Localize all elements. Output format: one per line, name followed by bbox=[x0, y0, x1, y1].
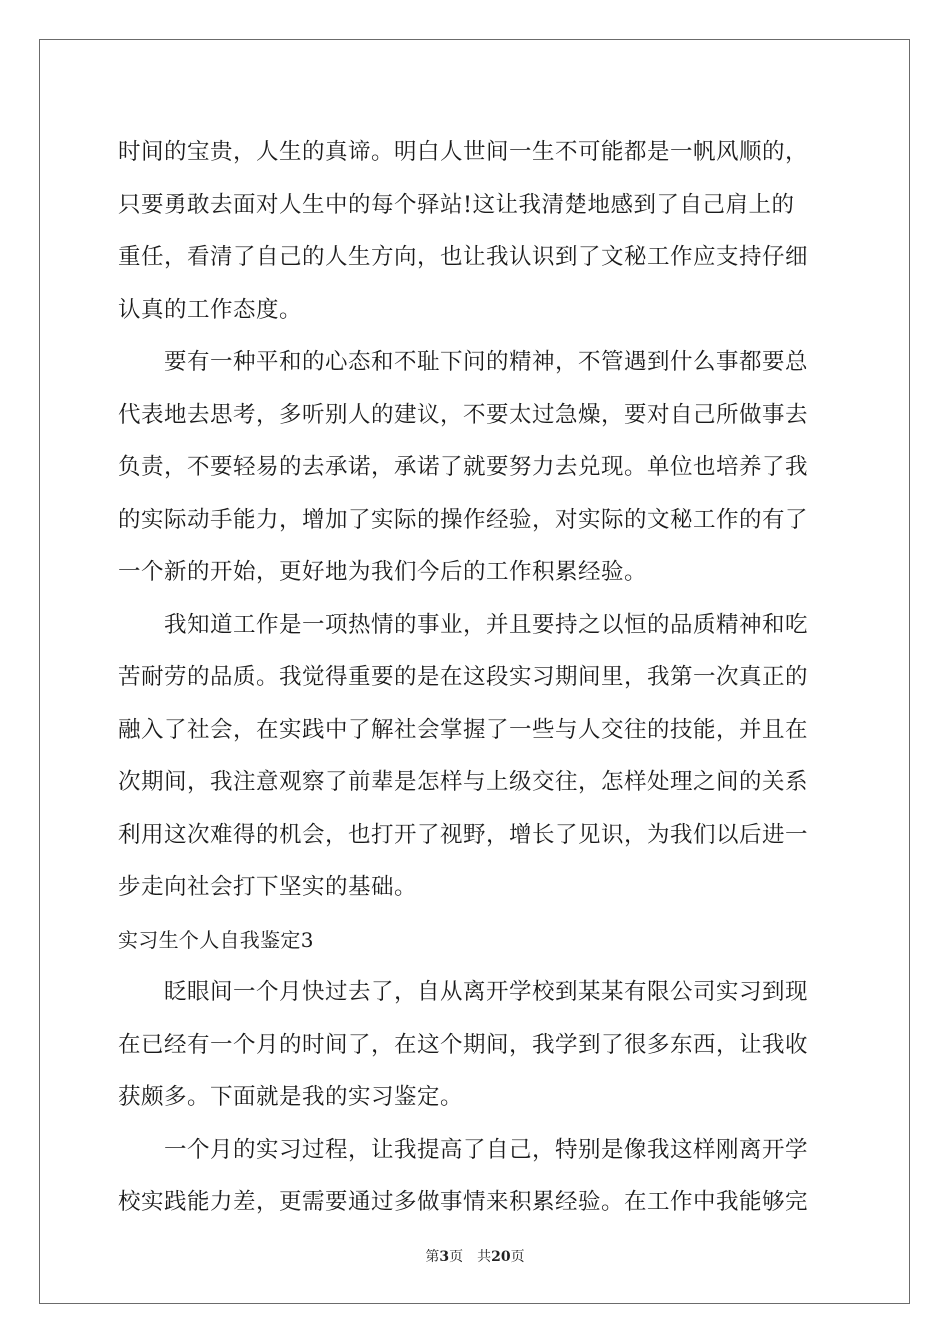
text-line: 步走向社会打下坚实的基础。 bbox=[118, 874, 418, 900]
page-number: 第3页 bbox=[425, 1249, 464, 1265]
text-line: 只要勇敢去面对人生中的每个驿站!这让我清楚地感到了自己肩上的 bbox=[118, 191, 795, 218]
text-line: 的实际动手能力，增加了实际的操作经验，对实际的文秘工作的有了 bbox=[118, 506, 809, 533]
text-line: 认真的工作态度。 bbox=[118, 296, 303, 323]
page-footer bbox=[0, 1247, 950, 1267]
text-line: 苦耐劳的品质。我觉得重要的是在这段实习期间里，我第一次真正的 bbox=[118, 664, 809, 690]
text-line: 代表地去思考，多听别人的建议，不要太过急燥，要对自己所做事去 bbox=[118, 401, 809, 428]
page-total: 共20页 bbox=[477, 1249, 525, 1265]
text-line: 获颇多。下面就是我的实习鉴定。 bbox=[118, 1084, 464, 1110]
text-line: 要有一种平和的心态和不耻下问的精神，不管遇到什么事都要总 bbox=[118, 349, 809, 375]
text-line: 重任，看清了自己的人生方向，也让我认识到了文秘工作应支持仔细 bbox=[118, 244, 809, 270]
text-line: 一个月的实习过程，让我提高了自己，特别是像我这样刚离开学 bbox=[118, 1136, 809, 1163]
text-line: 融入了社会，在实践中了解社会掌握了一些与人交往的技能，并且在 bbox=[118, 716, 809, 743]
text-line: 眨眼间一个月快过去了，自从离开学校到某某有限公司实习到现 bbox=[118, 979, 809, 1005]
section-heading: 实习生个人自我鉴定3 bbox=[118, 927, 314, 952]
text-line: 负责，不要轻易的去承诺，承诺了就要努力去兑现。单位也培养了我 bbox=[118, 454, 809, 480]
text-line: 校实践能力差，更需要通过多做事情来积累经验。在工作中我能够完 bbox=[118, 1189, 809, 1215]
text-line: 利用这次难得的机会，也打开了视野，增长了见识，为我们以后进一 bbox=[118, 821, 809, 848]
text-line: 在已经有一个月的时间了，在这个期间，我学到了很多东西，让我收 bbox=[118, 1031, 809, 1058]
text-line: 一个新的开始，更好地为我们今后的工作积累经验。 bbox=[118, 559, 648, 585]
text-line: 我知道工作是一项热情的事业，并且要持之以恒的品质精神和吃 bbox=[118, 611, 809, 638]
text-line: 时间的宝贵，人生的真谛。明白人世间一生不可能都是一帆风顺的， bbox=[118, 139, 809, 165]
text-line: 次期间，我注意观察了前辈是怎样与上级交往，怎样处理之间的关系 bbox=[118, 769, 809, 795]
document-body bbox=[118, 126, 834, 1229]
